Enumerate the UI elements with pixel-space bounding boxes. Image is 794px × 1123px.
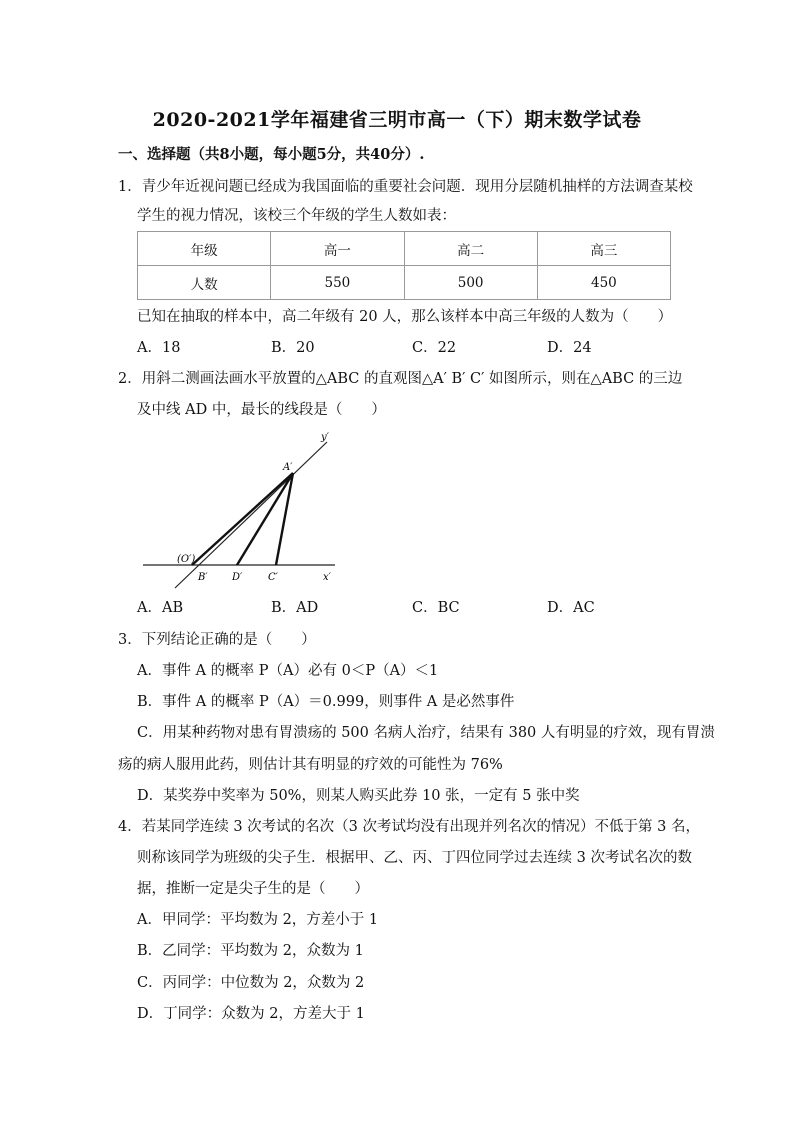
table-cell: 450 xyxy=(537,266,670,300)
page-title: 2020-2021学年福建省三明市高一（下）期末数学试卷 xyxy=(152,109,642,131)
q1-stem-line3: 已知在抽取的样本中，高二年级有 20 人，那么该样本中高三年级的人数为（ ） xyxy=(137,309,673,325)
q1-option-a: A．18 xyxy=(137,340,181,356)
q1-stem-line1: 1．青少年近视问题已经成为我国面临的重要社会问题．现用分层随机抽样的方法调查某校 xyxy=(118,179,693,195)
q4-option-a: A．甲同学：平均数为 2，方差小于 1 xyxy=(137,912,379,928)
table-cell: 550 xyxy=(271,266,404,300)
q1-stem-line2: 学生的视力情况，该校三个年级的学生人数如表： xyxy=(137,208,456,224)
table-cell: 高一 xyxy=(271,232,404,266)
table-row xyxy=(138,232,671,266)
q3-option-a: A．事件 A 的概率 P（A）必有 0＜P（A）＜1 xyxy=(137,663,439,679)
q4-option-c: C．丙同学：中位数为 2，众数为 2 xyxy=(137,975,365,991)
label-y: y′ xyxy=(321,432,329,443)
section-heading: 一、选择题（共8小题，每小题5分，共40分）. xyxy=(118,146,425,163)
q3-option-c-line2: 疡的病人服用此药，则估计其有明显的疗效的可能性为 76% xyxy=(118,757,503,773)
q2-option-c: C．BC xyxy=(412,600,460,616)
table-cell: 年级 xyxy=(138,232,271,266)
label-b: B′ xyxy=(198,572,208,583)
q3-option-c-line1: C．用某种药物对患有胃溃疡的 500 名病人治疗，结果有 380 人有明显的疗效，现有胃溃 xyxy=(137,725,715,741)
q3-option-d: D．某奖券中奖率为 50%，则某人购买此券 10 张，一定有 5 张中奖 xyxy=(137,788,580,804)
q4-stem-line2: 则称该同学为班级的尖子生．根据甲、乙、丙、丁四位同学过去连续 3 次考试名次的数 xyxy=(137,850,692,866)
q2-option-d: D．AC xyxy=(547,600,595,616)
q1-options xyxy=(137,338,677,358)
q1-option-d: D．24 xyxy=(547,340,592,356)
grade-table xyxy=(137,231,671,300)
y-axis-line xyxy=(175,442,327,588)
q4-stem-line1: 4．若某同学连续 3 次考试的名次（3 次考试均没有出现并列名次的情况）不低于第 3 名， xyxy=(118,819,700,835)
q4-option-d: D．丁同学：众数为 2，方差大于 1 xyxy=(137,1006,365,1022)
q2-option-a: A．AB xyxy=(137,600,184,616)
q2-stem-line2: 及中线 AD 中，最长的线段是（ ） xyxy=(137,402,386,418)
q2-option-b: B．AD xyxy=(271,600,319,616)
q1-option-c: C．22 xyxy=(412,340,457,356)
table-row xyxy=(138,266,671,300)
q2-stem-line1: 2．用斜二测画法画水平放置的△ABC 的直观图△A′ B′ C′ 如图所示，则在△ABC 的三边 xyxy=(118,371,683,387)
label-a: A′ xyxy=(283,462,293,473)
label-d: D′ xyxy=(232,572,243,583)
q4-option-b: B．乙同学：平均数为 2，众数为 1 xyxy=(137,943,364,959)
q2-options xyxy=(137,598,677,618)
q4-stem-line3: 据，推断一定是尖子生的是（ ） xyxy=(137,881,369,897)
table-cell: 500 xyxy=(404,266,537,300)
table-cell: 人数 xyxy=(138,266,271,300)
table-cell: 高三 xyxy=(537,232,670,266)
label-x: x′ xyxy=(323,572,331,583)
label-o: (O′) xyxy=(177,554,196,565)
table-cell: 高二 xyxy=(404,232,537,266)
q3-stem: 3．下列结论正确的是（ ） xyxy=(118,632,316,648)
q1-option-b: B．20 xyxy=(271,340,315,356)
q3-option-b: B．事件 A 的概率 P（A）＝0.999，则事件 A 是必然事件 xyxy=(137,694,515,710)
oblique-projection-figure xyxy=(135,428,350,593)
label-c: C′ xyxy=(268,572,278,583)
